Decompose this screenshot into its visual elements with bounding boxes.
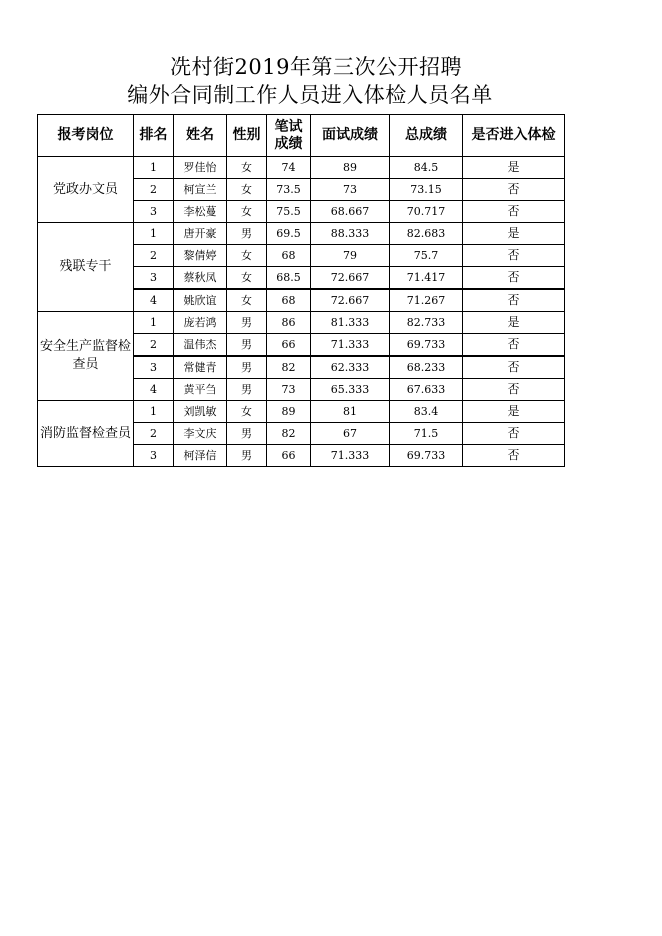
enter-exam-cell: 否 — [463, 445, 565, 467]
gender-cell: 女 — [227, 267, 267, 290]
gender-cell: 女 — [227, 157, 267, 179]
rank-cell: 2 — [134, 423, 174, 445]
interview-score-cell: 71.333 — [311, 334, 390, 357]
name-cell: 常健青 — [174, 356, 227, 379]
name-cell: 黄平刍 — [174, 379, 227, 401]
gender-cell: 男 — [227, 312, 267, 334]
name-cell: 柯宣兰 — [174, 179, 227, 201]
name-cell: 柯泽信 — [174, 445, 227, 467]
name-cell: 姚欣谊 — [174, 289, 227, 312]
position-cell: 党政办文员 — [38, 157, 134, 223]
written-score-cell: 66 — [267, 334, 311, 357]
header-written-score — [267, 115, 311, 157]
name-cell: 温伟杰 — [174, 334, 227, 357]
name-cell: 庞若鸿 — [174, 312, 227, 334]
total-score-cell: 84.5 — [390, 157, 463, 179]
total-score-cell: 82.733 — [390, 312, 463, 334]
rank-cell: 4 — [134, 379, 174, 401]
rank-cell: 2 — [134, 179, 174, 201]
gender-cell: 男 — [227, 356, 267, 379]
enter-exam-cell: 否 — [463, 179, 565, 201]
enter-exam-cell: 否 — [463, 423, 565, 445]
total-score-cell: 69.733 — [390, 334, 463, 357]
total-score-cell: 68.233 — [390, 356, 463, 379]
name-cell: 李松蔓 — [174, 201, 227, 223]
total-score-cell: 69.733 — [390, 445, 463, 467]
gender-cell: 女 — [227, 289, 267, 312]
name-cell: 李文庆 — [174, 423, 227, 445]
total-score-cell: 70.717 — [390, 201, 463, 223]
position-cell: 消防监督检查员 — [38, 401, 134, 467]
written-score-cell: 68 — [267, 289, 311, 312]
header-name: 姓名 — [174, 115, 227, 157]
rank-cell: 1 — [134, 157, 174, 179]
interview-score-cell: 81.333 — [311, 312, 390, 334]
total-score-cell: 73.15 — [390, 179, 463, 201]
total-score-cell: 71.5 — [390, 423, 463, 445]
written-score-cell: 68 — [267, 245, 311, 267]
header-written-line-2: 成绩 — [274, 135, 303, 152]
rank-cell: 3 — [134, 201, 174, 223]
interview-score-cell: 71.333 — [311, 445, 390, 467]
enter-exam-cell: 是 — [463, 157, 565, 179]
gender-cell: 女 — [227, 401, 267, 423]
enter-exam-cell: 是 — [463, 312, 565, 334]
name-cell: 蔡秋凤 — [174, 267, 227, 290]
candidate-table — [37, 114, 565, 467]
table-row — [38, 312, 565, 334]
interview-score-cell: 81 — [311, 401, 390, 423]
header-enter-exam: 是否进入体检 — [463, 115, 565, 157]
written-score-cell: 73 — [267, 379, 311, 401]
written-score-cell: 74 — [267, 157, 311, 179]
page-title-line-1: 冼村街2019年第三次公开招聘 — [170, 55, 462, 79]
interview-score-cell: 72.667 — [311, 267, 390, 290]
interview-score-cell: 88.333 — [311, 223, 390, 245]
enter-exam-cell: 是 — [463, 223, 565, 245]
total-score-cell: 71.267 — [390, 289, 463, 312]
enter-exam-cell: 否 — [463, 289, 565, 312]
gender-cell: 男 — [227, 334, 267, 357]
header-position: 报考岗位 — [38, 115, 134, 157]
name-cell: 黎倩婷 — [174, 245, 227, 267]
gender-cell: 男 — [227, 423, 267, 445]
gender-cell: 女 — [227, 245, 267, 267]
header-rank: 排名 — [134, 115, 174, 157]
enter-exam-cell: 否 — [463, 356, 565, 379]
enter-exam-cell: 是 — [463, 401, 565, 423]
gender-cell: 男 — [227, 223, 267, 245]
total-score-cell: 82.683 — [390, 223, 463, 245]
page-title-line-2: 编外合同制工作人员进入体检人员名单 — [127, 83, 493, 107]
interview-score-cell: 89 — [311, 157, 390, 179]
written-score-cell: 86 — [267, 312, 311, 334]
written-score-cell: 66 — [267, 445, 311, 467]
table-header-row — [38, 115, 565, 157]
interview-score-cell: 79 — [311, 245, 390, 267]
enter-exam-cell: 否 — [463, 379, 565, 401]
written-score-cell: 82 — [267, 423, 311, 445]
table-row — [38, 223, 565, 245]
interview-score-cell: 62.333 — [311, 356, 390, 379]
name-cell: 罗佳怡 — [174, 157, 227, 179]
header-written-line-1: 笔试 — [274, 118, 303, 135]
written-score-cell: 82 — [267, 356, 311, 379]
enter-exam-cell: 否 — [463, 245, 565, 267]
written-score-cell: 73.5 — [267, 179, 311, 201]
gender-cell: 女 — [227, 179, 267, 201]
written-score-cell: 75.5 — [267, 201, 311, 223]
gender-cell: 女 — [227, 201, 267, 223]
rank-cell: 3 — [134, 267, 174, 290]
header-gender: 性别 — [227, 115, 267, 157]
rank-cell: 4 — [134, 289, 174, 312]
total-score-cell: 67.633 — [390, 379, 463, 401]
written-score-cell: 68.5 — [267, 267, 311, 290]
rank-cell: 3 — [134, 356, 174, 379]
written-score-cell: 69.5 — [267, 223, 311, 245]
enter-exam-cell: 否 — [463, 201, 565, 223]
position-cell: 残联专干 — [38, 223, 134, 312]
written-score-cell: 89 — [267, 401, 311, 423]
rank-cell: 1 — [134, 223, 174, 245]
table-row — [38, 157, 565, 179]
rank-cell: 1 — [134, 401, 174, 423]
interview-score-cell: 72.667 — [311, 289, 390, 312]
interview-score-cell: 73 — [311, 179, 390, 201]
name-cell: 刘凯敏 — [174, 401, 227, 423]
name-cell: 唐开豪 — [174, 223, 227, 245]
total-score-cell: 83.4 — [390, 401, 463, 423]
table-row — [38, 401, 565, 423]
enter-exam-cell: 否 — [463, 267, 565, 290]
enter-exam-cell: 否 — [463, 334, 565, 357]
position-cell: 安全生产监督检查员 — [38, 312, 134, 401]
rank-cell: 2 — [134, 334, 174, 357]
header-total-score: 总成绩 — [390, 115, 463, 157]
interview-score-cell: 65.333 — [311, 379, 390, 401]
table-body — [38, 157, 565, 467]
rank-cell: 2 — [134, 245, 174, 267]
rank-cell: 1 — [134, 312, 174, 334]
total-score-cell: 75.7 — [390, 245, 463, 267]
rank-cell: 3 — [134, 445, 174, 467]
total-score-cell: 71.417 — [390, 267, 463, 290]
interview-score-cell: 68.667 — [311, 201, 390, 223]
interview-score-cell: 67 — [311, 423, 390, 445]
header-interview-score: 面试成绩 — [311, 115, 390, 157]
gender-cell: 男 — [227, 445, 267, 467]
gender-cell: 男 — [227, 379, 267, 401]
